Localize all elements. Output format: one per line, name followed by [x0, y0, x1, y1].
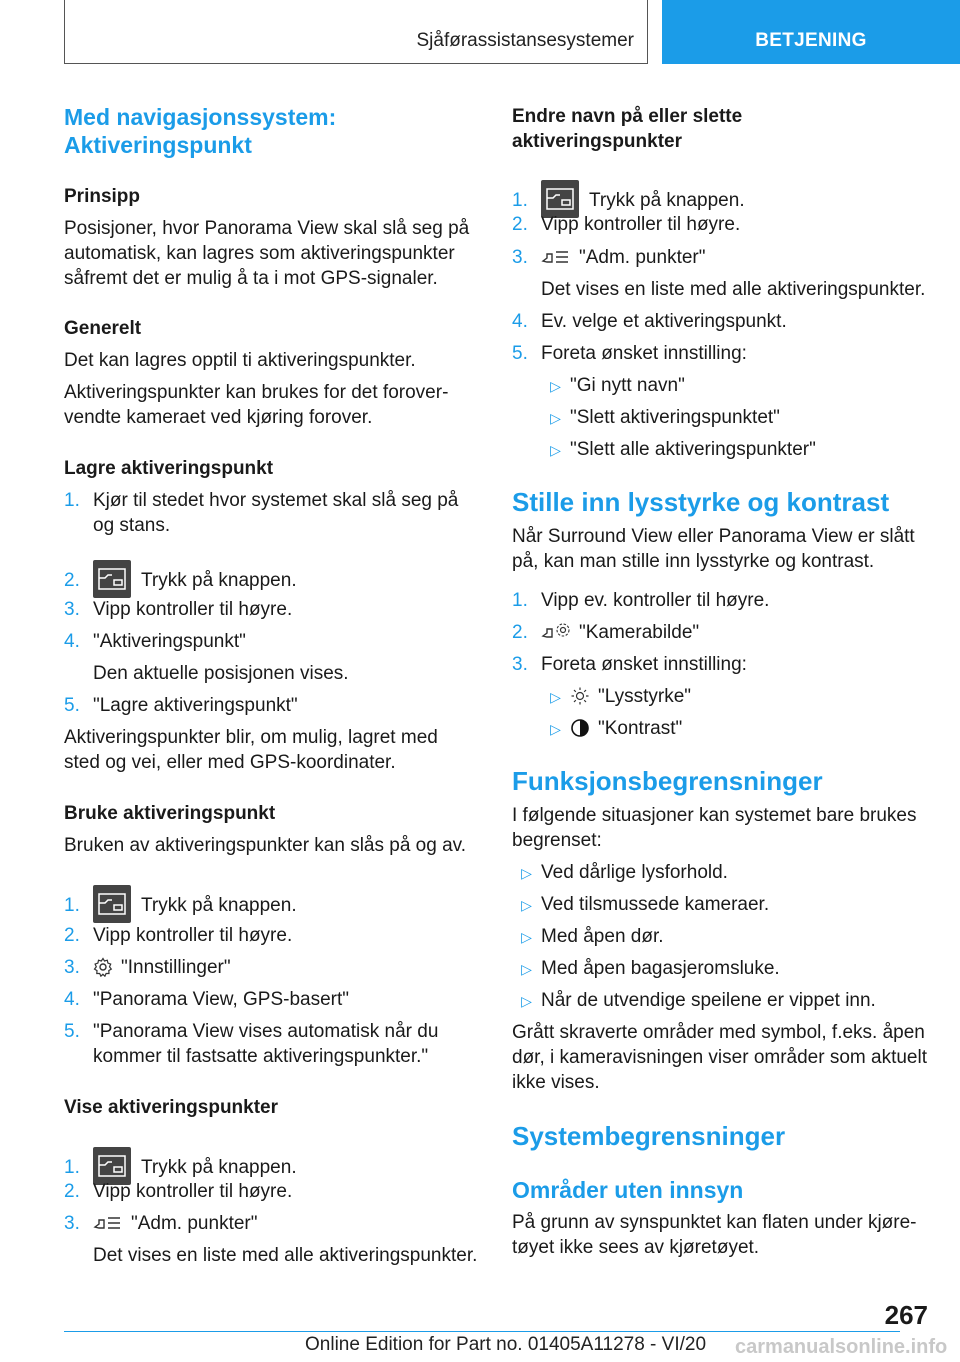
step-text: og stans.	[93, 515, 171, 536]
list-item	[512, 652, 747, 677]
list-item	[64, 1179, 292, 1204]
step-number: 2.	[64, 925, 80, 946]
list-item	[512, 212, 740, 237]
triangle-bullet-icon: ▷	[521, 865, 532, 881]
camera-settings-icon	[541, 622, 571, 642]
list-item	[512, 924, 664, 950]
list-item	[64, 1211, 258, 1236]
step-number: 5.	[64, 695, 80, 716]
step-number: 3.	[64, 599, 80, 620]
step-number: 4.	[64, 631, 80, 652]
step-subtext: Det vises en liste med alle aktiveringspunkter.	[541, 279, 926, 300]
step-number: 2.	[64, 1181, 80, 1202]
page-number: 267	[884, 1300, 928, 1330]
list-item	[512, 620, 699, 645]
list-item	[541, 405, 780, 431]
watermark: carmanualsonline.info	[735, 1336, 948, 1358]
lys-heading: Stille inn lysstyrke og kontrast	[512, 487, 890, 517]
omr-text: På grunn av synspunktet kan flaten under kjøre-	[512, 1212, 917, 1233]
bullet-text: Ved dårlige lysforhold.	[541, 862, 728, 883]
step-number: 3.	[512, 654, 528, 675]
list-item	[541, 437, 816, 463]
lagre-after-text: Aktiveringspunkter blir, om mulig, lagret med	[64, 727, 438, 748]
bruke-text: Bruken av aktiveringspunkter kan slås på og av.	[64, 835, 467, 856]
funk-text: I følgende situasjoner kan systemet bare brukes	[512, 805, 917, 826]
list-item	[512, 341, 747, 366]
option-text: "Slett aktiveringspunktet"	[570, 407, 780, 428]
list-item	[541, 684, 691, 710]
camera-list-icon	[541, 249, 571, 267]
list-item	[512, 860, 728, 886]
step-subtext: Den aktuelle posisjonen vises.	[93, 663, 349, 684]
step-text: "Aktiveringspunkt"	[93, 631, 246, 652]
step-number: 5.	[64, 1021, 80, 1042]
generelt-text: vendte kameraet ved kjøring forover.	[64, 407, 373, 428]
triangle-bullet-icon: ▷	[550, 410, 561, 426]
step-text: Ev. velge et aktiveringspunkt.	[541, 311, 787, 332]
triangle-bullet-icon: ▷	[521, 993, 532, 1009]
list-item	[64, 560, 297, 598]
section-title-line1: Med navigasjonssystem:	[64, 104, 337, 130]
generelt-heading: Generelt	[64, 318, 142, 339]
section-title-line2: Aktiveringspunkt	[64, 132, 252, 158]
step-number: 1.	[64, 895, 80, 916]
list-item	[512, 245, 706, 270]
list-item	[512, 988, 876, 1014]
generelt-text: Aktiveringspunkter kan brukes for det forover-	[64, 382, 449, 403]
list-item	[64, 1019, 438, 1044]
prinsipp-text: automatisk, kan lagres som aktiveringspunkter	[64, 243, 455, 264]
list-item	[512, 309, 787, 334]
option-text: "Gi nytt navn"	[570, 375, 685, 396]
step-text: kommer til fastsatte aktiveringspunkter."	[93, 1046, 429, 1067]
list-item	[541, 373, 685, 399]
list-item	[64, 923, 292, 948]
funk-after-text: Grått skraverte områder med symbol, f.eks. åpen	[512, 1022, 925, 1043]
step-text: "Lagre aktiveringspunkt"	[93, 695, 298, 716]
step-text: Foreta ønsket innstilling:	[541, 343, 747, 364]
triangle-bullet-icon: ▷	[521, 929, 532, 945]
triangle-bullet-icon: ▷	[521, 897, 532, 913]
funk-text: begrenset:	[512, 830, 602, 851]
list-item	[64, 955, 231, 980]
camera-list-icon	[93, 1215, 123, 1233]
list-item	[64, 488, 458, 513]
brightness-icon	[570, 686, 590, 706]
step-number: 3.	[512, 247, 528, 268]
triangle-bullet-icon: ▷	[521, 961, 532, 977]
header-section-title: Sjåførassistansesystemer	[416, 30, 634, 51]
prinsipp-text: Posisjoner, hvor Panorama View skal slå seg på	[64, 218, 470, 239]
step-subtext: Det vises en liste med alle aktiveringspunkter.	[93, 1245, 478, 1266]
step-number: 2.	[512, 214, 528, 235]
camera-button-icon[interactable]	[93, 885, 131, 923]
step-text: Vipp kontroller til høyre.	[93, 925, 293, 946]
triangle-bullet-icon: ▷	[550, 721, 561, 737]
triangle-bullet-icon: ▷	[550, 442, 561, 458]
bruke-heading: Bruke aktiveringspunkt	[64, 803, 276, 824]
footer-divider	[64, 1331, 900, 1332]
list-item	[64, 597, 292, 622]
step-text: Foreta ønsket innstilling:	[541, 654, 747, 675]
option-text: "Kontrast"	[598, 718, 683, 739]
list-item	[541, 716, 682, 742]
vise-heading: Vise aktiveringspunkter	[64, 1097, 279, 1118]
edition-text: Online Edition for Part no. 01405A11278 - VI/20	[305, 1334, 707, 1355]
omr-heading: Områder uten innsyn	[512, 1177, 744, 1203]
step-text: "Panorama View vises automatisk når du	[93, 1021, 439, 1042]
funk-heading: Funksjonsbegrensninger	[512, 766, 823, 796]
step-number: 1.	[64, 490, 80, 511]
omr-text: tøyet ikke sees av kjøretøyet.	[512, 1237, 760, 1258]
step-number: 4.	[512, 311, 528, 332]
step-text: Trykk på knappen.	[141, 1157, 297, 1178]
step-text: "Panorama View, GPS-basert"	[93, 989, 350, 1010]
step-text: Vipp ev. kontroller til høyre.	[541, 590, 770, 611]
bullet-text: Med åpen bagasjeromsluke.	[541, 958, 780, 979]
bullet-text: Når de utvendige speilene er vippet inn.	[541, 990, 876, 1011]
list-item	[512, 588, 769, 613]
header-chapter-tab[interactable]: BETJENING	[662, 0, 960, 64]
lys-text: Når Surround View eller Panorama View er slått	[512, 526, 915, 547]
step-number: 3.	[64, 957, 80, 978]
step-text: "Adm. punkter"	[131, 1213, 258, 1234]
list-item	[64, 987, 349, 1012]
step-text: Vipp kontroller til høyre.	[93, 1181, 293, 1202]
step-text: "Kamerabilde"	[579, 622, 700, 643]
option-text: "Lysstyrke"	[598, 686, 692, 707]
option-text: "Slett alle aktiveringspunkter"	[570, 439, 816, 460]
endre-heading-line2: aktiveringspunkter	[512, 131, 682, 152]
step-text: Kjør til stedet hvor systemet skal slå seg på	[93, 490, 459, 511]
triangle-bullet-icon: ▷	[550, 378, 561, 394]
list-item	[64, 693, 298, 718]
list-item	[64, 885, 297, 923]
step-text: Trykk på knappen.	[589, 190, 745, 211]
funk-after-text: dør, i kameravisningen viser områder som aktuelt	[512, 1047, 927, 1068]
lagre-heading: Lagre aktiveringspunkt	[64, 458, 274, 479]
step-number: 2.	[64, 570, 80, 591]
contrast-icon	[570, 718, 590, 738]
bullet-text: Med åpen dør.	[541, 926, 664, 947]
step-number: 4.	[64, 989, 80, 1010]
step-number: 1.	[512, 590, 528, 611]
step-number: 1.	[64, 1157, 80, 1178]
step-text: "Adm. punkter"	[579, 247, 706, 268]
list-item	[512, 956, 780, 982]
step-text: Trykk på knappen.	[141, 895, 297, 916]
step-text: Trykk på knappen.	[141, 570, 297, 591]
step-number: 5.	[512, 343, 528, 364]
step-text: "Innstillinger"	[121, 957, 231, 978]
bullet-text: Ved tilsmussede kameraer.	[541, 894, 770, 915]
lagre-after-text: sted og vei, eller med GPS-koordinater.	[64, 752, 396, 773]
funk-after-text: ikke vises.	[512, 1072, 600, 1093]
triangle-bullet-icon: ▷	[550, 689, 561, 705]
camera-button-icon[interactable]	[93, 560, 131, 598]
list-item	[512, 892, 769, 918]
lys-text: på, kan man stille inn lysstyrke og kontrast.	[512, 551, 875, 572]
gear-icon	[93, 957, 113, 977]
step-number: 3.	[64, 1213, 80, 1234]
step-number: 1.	[512, 190, 528, 211]
generelt-text: Det kan lagres opptil ti aktiveringspunkter.	[64, 350, 416, 371]
prinsipp-text: såfremt det er mulig å ta i mot GPS-signaler.	[64, 268, 438, 289]
sys-heading: Systembegrensninger	[512, 1121, 786, 1151]
step-text: Vipp kontroller til høyre.	[93, 599, 293, 620]
step-number: 2.	[512, 622, 528, 643]
prinsipp-heading: Prinsipp	[64, 186, 141, 207]
list-item	[64, 629, 246, 654]
endre-heading-line1: Endre navn på eller slette	[512, 106, 743, 127]
step-text: Vipp kontroller til høyre.	[541, 214, 741, 235]
